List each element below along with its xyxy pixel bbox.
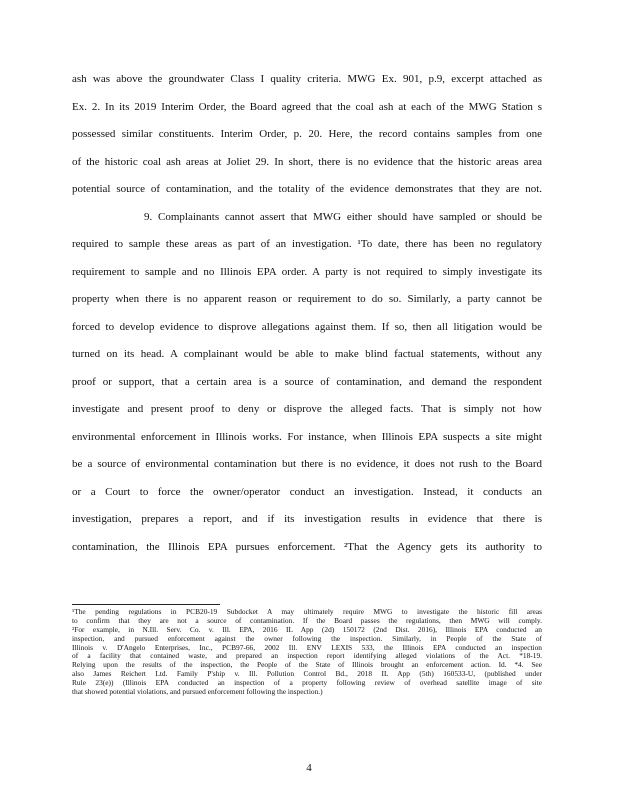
paragraph-9-first-line: 9. Complainants cannot assert that MWG either should have sampled or should be <box>144 210 542 223</box>
body-line: possessed similar constituents. Interim Order, p. 20. Here, the record contains samples from one <box>72 128 542 140</box>
body-line: or a Court to force the owner/operator conduct an investigation. Instead, it conducts an <box>72 485 542 498</box>
footnote-line: also James Reichert Ltd. Family P'ship v. Ill. Pollution Control Bd., 2018 IL App (5th) 160533-U, (published under <box>72 669 542 679</box>
body-line: turned on its head. A complainant would be able to make blind factual statements, without any <box>72 348 542 360</box>
footnote-line: that showed potential violations, and pursued enforcement following the inspection.) <box>72 687 323 697</box>
footnote-line: ²For example, in N.Ill. Serv. Co. v. Ill. EPA, 2016 IL App (2d) 150172 (2nd Dist. 2016), Illinois EPA conducted an <box>72 624 542 634</box>
body-line: property when there is no apparent reason or requirement to do so. Similarly, a party cannot be <box>72 293 542 305</box>
body-line: requirement to sample and no Illinois EPA order. A party is not required to simply investigate its <box>72 265 542 278</box>
body-text <box>72 70 542 565</box>
footnote-line: Rule 23(e)) (Illinois EPA conducted an inspection of a property following review of overhead satellite image of site <box>72 678 542 688</box>
footnote-line: Illinois v. D'Angelo Enterprises, Inc., PCB97-66, 2002 Ill. ENV LEXIS 533, the Illinois EPA conducted an inspection <box>72 642 542 652</box>
footnote-line: Relying upon the results of the inspection, the People of the State of Illinois brought an enforcement action. Id. *4. See <box>72 660 542 670</box>
body-line: Ex. 2. In its 2019 Interim Order, the Board agreed that the coal ash at each of the MWG Station s <box>72 100 542 113</box>
body-line: contamination, the Illinois EPA pursues enforcement. ²That the Agency gets its authority to <box>72 540 542 553</box>
footnote-line: ¹The pending regulations in PCB20-19 Subdocket A may ultimately require MWG to investigate the historic fill areas <box>72 607 542 616</box>
body-line: environmental enforcement in Illinois works. For instance, when Illinois EPA suspects a site might <box>72 430 542 443</box>
body-line: be a source of environmental contamination but there is no evidence, it does not rush to the Board <box>72 458 542 470</box>
footnotes <box>72 608 542 697</box>
footnote-separator <box>72 604 220 605</box>
body-line: forced to develop evidence to disprove allegations against them. If so, then all litigation would be <box>72 320 542 333</box>
body-line: proof or support, that a certain area is a source of contamination, and demand the respondent <box>72 375 542 388</box>
body-line: of the historic coal ash areas at Joliet 29. In short, there is no evidence that the historic areas area <box>72 155 542 168</box>
footnote-line: to confirm that they are not a source of contamination. If the Board passes the regulations, then MWG will comply. <box>72 615 542 625</box>
footnote-line: inspection, and pursued enforcement against the owner following the inspection. Similarly, in People of the State of <box>72 633 542 643</box>
body-line: required to sample these areas as part of an investigation. ¹To date, there has been no regulatory <box>72 238 542 250</box>
body-line: investigation, prepares a report, and if its investigation results in evidence that there is <box>72 513 542 525</box>
page-number: 4 <box>306 762 312 774</box>
footnote-line: of a facility that contained waste, and prepared an inspection report identifying alleged violations of the Act. *18-19. <box>72 651 542 661</box>
body-line: investigate and present proof to deny or disprove the alleged facts. That is simply not how <box>72 403 542 415</box>
body-line: ash was above the groundwater Class I quality criteria. MWG Ex. 901, p.9, excerpt attached as <box>72 73 542 85</box>
body-line: potential source of contamination, and the totality of the evidence demonstrates that they are not. <box>72 183 542 195</box>
